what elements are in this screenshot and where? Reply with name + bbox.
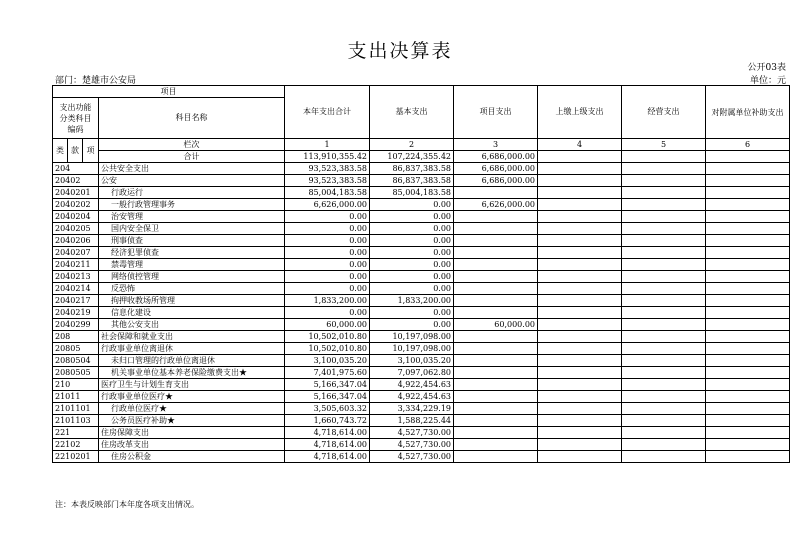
col-number: 3: [454, 139, 538, 151]
row-value: 10,197,098.00: [370, 331, 454, 343]
row-code: 2040206: [53, 235, 99, 247]
row-value: 0.00: [370, 235, 454, 247]
row-value: 0.00: [285, 235, 370, 247]
table-row: [53, 247, 790, 259]
row-value: [538, 199, 622, 211]
total-cell: [622, 151, 706, 163]
row-value: [622, 247, 706, 259]
table-row: [53, 331, 790, 343]
row-value: 7,401,975.60: [285, 367, 370, 379]
row-name: 住房保障支出: [99, 427, 285, 439]
header-xiang: 项: [83, 139, 99, 163]
total-cell: [538, 151, 622, 163]
row-name: 治安管理: [99, 211, 285, 223]
col-number: 6: [706, 139, 790, 151]
table-row: [53, 259, 790, 271]
table-row: [53, 199, 790, 211]
row-code: 2101101: [53, 403, 99, 415]
row-value: 0.00: [370, 259, 454, 271]
table-row: [53, 367, 790, 379]
row-value: 4,718,614.00: [285, 439, 370, 451]
header-kuan: 款: [68, 139, 83, 163]
row-name: 医疗卫生与计划生育支出: [99, 379, 285, 391]
row-value: 10,502,010.80: [285, 343, 370, 355]
row-value: [622, 307, 706, 319]
row-value: 0.00: [370, 307, 454, 319]
row-value: [454, 259, 538, 271]
row-value: [454, 223, 538, 235]
row-value: [538, 355, 622, 367]
row-value: 1,588,225.44: [370, 415, 454, 427]
row-value: [538, 439, 622, 451]
row-value: [454, 367, 538, 379]
row-value: [622, 355, 706, 367]
row-name: 国内安全保卫: [99, 223, 285, 235]
row-value: [622, 271, 706, 283]
row-value: [538, 367, 622, 379]
table-row: [53, 271, 790, 283]
row-code: 204: [53, 163, 99, 175]
header-col-basic: 基本支出: [370, 86, 454, 139]
total-cell: [706, 151, 790, 163]
row-value: [706, 283, 790, 295]
row-value: [538, 415, 622, 427]
row-code: 221: [53, 427, 99, 439]
row-value: 0.00: [285, 307, 370, 319]
row-value: [622, 331, 706, 343]
row-value: [454, 379, 538, 391]
row-value: [538, 187, 622, 199]
row-value: [706, 379, 790, 391]
row-value: [706, 163, 790, 175]
header-code: 支出功能分类科目编码: [53, 98, 99, 139]
row-value: [538, 307, 622, 319]
row-value: [706, 187, 790, 199]
row-value: [454, 271, 538, 283]
row-value: [706, 199, 790, 211]
row-value: 4,922,454.63: [370, 391, 454, 403]
row-value: 86,837,383.58: [370, 163, 454, 175]
table-code: 公开03表: [747, 63, 786, 73]
row-value: [454, 403, 538, 415]
row-value: [706, 211, 790, 223]
total-cell: 107,224,355.42: [370, 151, 454, 163]
row-value: [454, 187, 538, 199]
row-value: 0.00: [285, 271, 370, 283]
table-row: [53, 283, 790, 295]
row-code: 2101103: [53, 415, 99, 427]
table-row: [53, 187, 790, 199]
row-value: [706, 235, 790, 247]
row-code: 2040219: [53, 307, 99, 319]
row-value: [622, 211, 706, 223]
row-value: 0.00: [370, 283, 454, 295]
row-value: [622, 367, 706, 379]
unit-label: 单位：元: [749, 76, 786, 86]
row-code: 2040207: [53, 247, 99, 259]
row-value: [706, 259, 790, 271]
row-name: 禁毒管理: [99, 259, 285, 271]
row-value: 4,527,730.00: [370, 427, 454, 439]
row-value: 4,527,730.00: [370, 439, 454, 451]
table-row: [53, 391, 790, 403]
header-col-subsidy: 对附属单位补助支出: [706, 86, 790, 139]
row-value: [622, 163, 706, 175]
header-item: 项目: [53, 86, 285, 98]
row-value: 10,502,010.80: [285, 331, 370, 343]
row-value: [706, 295, 790, 307]
row-value: [454, 451, 538, 463]
row-code: 2080505: [53, 367, 99, 379]
page-title: 支出决算表: [347, 40, 453, 62]
row-value: [454, 343, 538, 355]
row-value: 85,004,183.58: [370, 187, 454, 199]
row-name: 住房公积金: [99, 451, 285, 463]
table-row: [53, 451, 790, 463]
row-value: [538, 235, 622, 247]
col-number: 1: [285, 139, 370, 151]
row-value: [538, 247, 622, 259]
row-value: [454, 295, 538, 307]
row-value: [622, 319, 706, 331]
row-value: 0.00: [285, 247, 370, 259]
row-value: 5,166,347.04: [285, 391, 370, 403]
row-value: 3,334,229.19: [370, 403, 454, 415]
row-value: [454, 439, 538, 451]
row-value: [454, 331, 538, 343]
expenditure-table: [52, 85, 790, 463]
row-value: 6,686,000.00: [454, 163, 538, 175]
row-value: [622, 391, 706, 403]
row-name: 一般行政管理事务: [99, 199, 285, 211]
header-col-remit: 上缴上级支出: [538, 86, 622, 139]
table-row: [53, 295, 790, 307]
row-value: 0.00: [285, 259, 370, 271]
row-value: [454, 307, 538, 319]
row-name: 信息化建设: [99, 307, 285, 319]
row-name: 反恐怖: [99, 283, 285, 295]
row-value: [538, 319, 622, 331]
row-value: [538, 427, 622, 439]
row-value: [538, 259, 622, 271]
row-value: 0.00: [285, 211, 370, 223]
table-row: [53, 415, 790, 427]
row-value: 0.00: [370, 319, 454, 331]
row-value: [706, 175, 790, 187]
row-value: 93,523,383.58: [285, 163, 370, 175]
row-value: [538, 403, 622, 415]
row-code: 22102: [53, 439, 99, 451]
header-col-total: 本年支出合计: [285, 86, 370, 139]
row-value: [706, 319, 790, 331]
table-row: [53, 427, 790, 439]
table-row: [53, 307, 790, 319]
row-value: 6,626,000.00: [285, 199, 370, 211]
row-name: 拘押收教场所管理: [99, 295, 285, 307]
row-name: 未归口管理的行政单位离退休: [99, 355, 285, 367]
row-value: 60,000.00: [454, 319, 538, 331]
row-code: 2040211: [53, 259, 99, 271]
row-code: 20402: [53, 175, 99, 187]
row-value: [706, 439, 790, 451]
row-value: [538, 163, 622, 175]
row-value: [454, 427, 538, 439]
department-label: 部门：楚雄市公安局: [55, 76, 137, 86]
row-value: [622, 259, 706, 271]
row-value: [454, 415, 538, 427]
row-code: 210: [53, 379, 99, 391]
row-value: [454, 247, 538, 259]
row-name: 刑事侦查: [99, 235, 285, 247]
row-value: [538, 295, 622, 307]
row-value: [622, 187, 706, 199]
row-code: 2040205: [53, 223, 99, 235]
row-code: 2040204: [53, 211, 99, 223]
row-name: 公安: [99, 175, 285, 187]
row-value: [622, 199, 706, 211]
row-code: 2040299: [53, 319, 99, 331]
row-value: [454, 391, 538, 403]
row-value: [538, 223, 622, 235]
row-value: 0.00: [285, 223, 370, 235]
row-value: 3,100,035.20: [370, 355, 454, 367]
row-value: [622, 379, 706, 391]
row-name: 行政单位医疗★: [99, 403, 285, 415]
row-name: 网络侦控管理: [99, 271, 285, 283]
table-row: [53, 379, 790, 391]
row-value: [622, 175, 706, 187]
row-value: [538, 379, 622, 391]
row-value: 4,922,454.63: [370, 379, 454, 391]
table-row: [53, 355, 790, 367]
row-name: 公务员医疗补助★: [99, 415, 285, 427]
table-row: [53, 175, 790, 187]
row-code: 2040202: [53, 199, 99, 211]
row-value: 4,718,614.00: [285, 451, 370, 463]
header-row-no: 栏次: [99, 139, 285, 151]
row-name: 住房改革支出: [99, 439, 285, 451]
row-name: 行政运行: [99, 187, 285, 199]
row-value: [706, 331, 790, 343]
row-value: 0.00: [370, 223, 454, 235]
row-value: 10,197,098.00: [370, 343, 454, 355]
row-value: 0.00: [370, 211, 454, 223]
col-number: 5: [622, 139, 706, 151]
row-value: 7,097,062.80: [370, 367, 454, 379]
table-row: [53, 343, 790, 355]
row-value: [538, 271, 622, 283]
row-value: [706, 355, 790, 367]
row-value: 0.00: [370, 199, 454, 211]
row-value: [622, 295, 706, 307]
row-value: [538, 391, 622, 403]
row-value: [454, 283, 538, 295]
row-name: 机关事业单位基本养老保险缴费支出★: [99, 367, 285, 379]
row-value: [706, 403, 790, 415]
row-value: 3,505,603.32: [285, 403, 370, 415]
row-value: [454, 211, 538, 223]
row-value: 6,626,000.00: [454, 199, 538, 211]
row-value: 1,833,200.00: [370, 295, 454, 307]
table-row: [53, 235, 790, 247]
header-col-project: 项目支出: [454, 86, 538, 139]
row-value: 86,837,383.58: [370, 175, 454, 187]
row-name: 经济犯罪侦查: [99, 247, 285, 259]
row-value: 93,523,383.58: [285, 175, 370, 187]
row-value: [622, 223, 706, 235]
row-code: 21011: [53, 391, 99, 403]
row-value: [706, 391, 790, 403]
table-row: [53, 163, 790, 175]
table-note: 注：本表反映部门本年度各项支出情况。: [55, 500, 199, 509]
row-value: [622, 427, 706, 439]
row-value: 4,527,730.00: [370, 451, 454, 463]
row-value: 0.00: [370, 247, 454, 259]
row-value: [706, 247, 790, 259]
table-row: [53, 319, 790, 331]
row-value: [622, 235, 706, 247]
row-value: [706, 451, 790, 463]
row-value: [622, 451, 706, 463]
row-value: [706, 307, 790, 319]
row-value: 0.00: [285, 283, 370, 295]
row-value: 6,686,000.00: [454, 175, 538, 187]
row-value: [538, 331, 622, 343]
total-cell: 113,910,355.42: [285, 151, 370, 163]
col-number: 2: [370, 139, 454, 151]
row-code: 208: [53, 331, 99, 343]
row-value: [706, 427, 790, 439]
row-value: 1,833,200.00: [285, 295, 370, 307]
row-value: [538, 451, 622, 463]
row-value: 3,100,035.20: [285, 355, 370, 367]
row-code: 2040213: [53, 271, 99, 283]
row-value: [622, 283, 706, 295]
row-value: [538, 211, 622, 223]
row-name: 行政事业单位医疗★: [99, 391, 285, 403]
header-col-operating: 经营支出: [622, 86, 706, 139]
row-value: 60,000.00: [285, 319, 370, 331]
row-value: [706, 223, 790, 235]
total-cell: 6,686,000.00: [454, 151, 538, 163]
row-value: [706, 367, 790, 379]
row-value: [706, 343, 790, 355]
header-name: 科目名称: [99, 98, 285, 139]
row-value: [454, 235, 538, 247]
table-row: [53, 403, 790, 415]
row-value: [622, 439, 706, 451]
row-code: 2040201: [53, 187, 99, 199]
table-row: [53, 211, 790, 223]
row-value: [622, 415, 706, 427]
row-code: 2040217: [53, 295, 99, 307]
col-number: 4: [538, 139, 622, 151]
table-row: [53, 439, 790, 451]
row-code: 2210201: [53, 451, 99, 463]
row-value: 85,004,183.58: [285, 187, 370, 199]
row-name: 行政事业单位离退休: [99, 343, 285, 355]
row-code: 2080504: [53, 355, 99, 367]
row-value: [706, 415, 790, 427]
row-value: [538, 175, 622, 187]
row-value: [706, 271, 790, 283]
row-value: [622, 403, 706, 415]
row-value: [538, 283, 622, 295]
row-value: 1,660,743.72: [285, 415, 370, 427]
row-value: [622, 343, 706, 355]
row-code: 20805: [53, 343, 99, 355]
row-value: 0.00: [370, 271, 454, 283]
table-row: [53, 223, 790, 235]
total-label: 合计: [99, 151, 285, 163]
row-value: [454, 355, 538, 367]
row-name: 公共安全支出: [99, 163, 285, 175]
header-lei: 类: [53, 139, 68, 163]
row-value: 4,718,614.00: [285, 427, 370, 439]
row-code: 2040214: [53, 283, 99, 295]
row-value: 5,166,347.04: [285, 379, 370, 391]
row-value: [538, 343, 622, 355]
row-name: 其他公安支出: [99, 319, 285, 331]
row-name: 社会保障和就业支出: [99, 331, 285, 343]
